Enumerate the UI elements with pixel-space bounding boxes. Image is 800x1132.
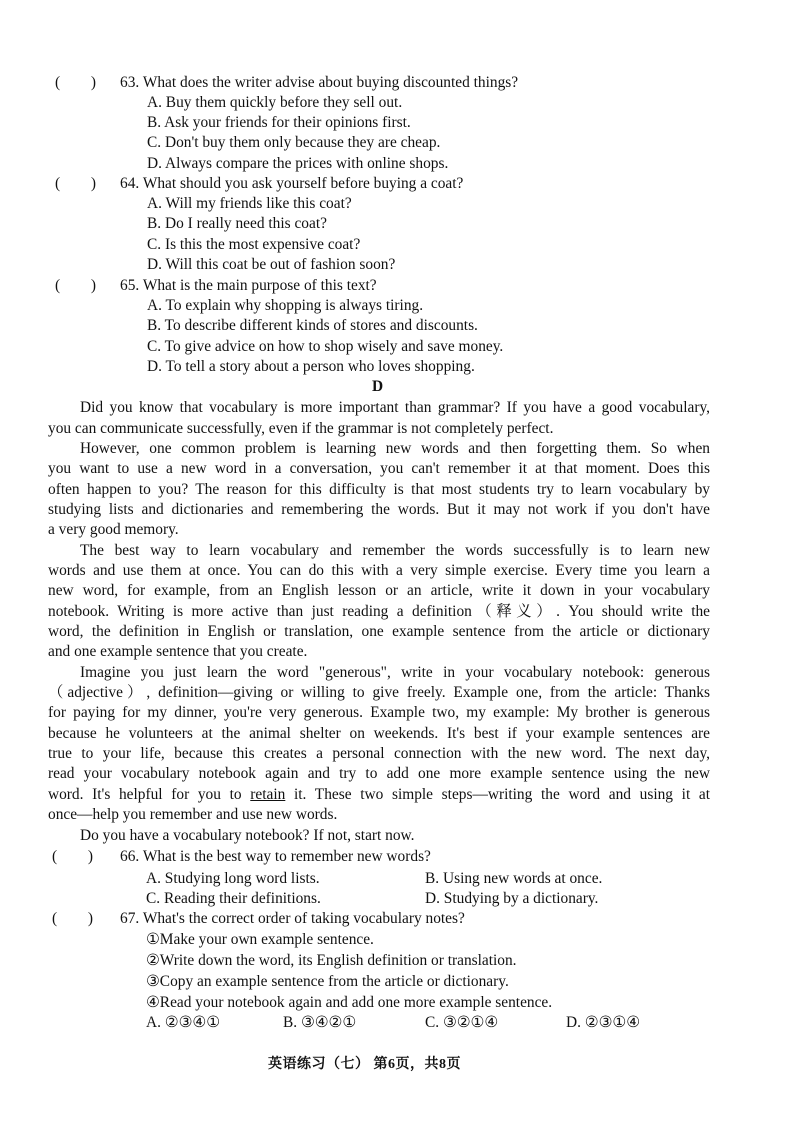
passage-line-17: because he volunteers at the animal shelter on weekends. It's best if your example sentences are: [48, 725, 710, 742]
q67-step-3: ③Copy an example sentence from the article or dictionary.: [146, 973, 509, 990]
passage-line-15: （adjective）, definition—giving or willing to give freely. Example one, from the article: Thanks: [48, 684, 710, 701]
passage-line-22: Do you have a vocabulary notebook? If not, start now.: [80, 827, 415, 844]
passage-line-12: word, the definition in English or translation, one example sentence from the article or dictionary: [48, 623, 710, 640]
answer-blank-66[interactable]: ( ): [52, 848, 94, 865]
answer-blank-64[interactable]: ( ): [55, 175, 97, 192]
passage-line-3: However, one common problem is learning new words and then forgetting them. So when: [80, 440, 710, 457]
q65-option-b: B. To describe different kinds of stores and discounts.: [147, 317, 478, 334]
q67-step-4: ④Read your notebook again and add one more example sentence.: [146, 994, 553, 1011]
question-65-stem: 65. What is the main purpose of this text?: [120, 277, 377, 294]
passage-line-13: and one example sentence that you create.: [48, 643, 308, 660]
passage-line-4: you want to use a new word in a conversation, you can't remember it at that moment. Does this: [48, 460, 710, 477]
q67-option-a: A. ②③④①: [146, 1014, 220, 1031]
passage-line-9: words and use them at once. You can do this with a very simple exercise. Every time you learn a: [48, 562, 710, 579]
q64-option-b: B. Do I really need this coat?: [147, 215, 327, 232]
question-67-stem: 67. What's the correct order of taking vocabulary notes?: [120, 910, 465, 927]
answer-blank-67[interactable]: ( ): [52, 910, 94, 927]
q67-option-b: B. ③④②①: [283, 1014, 357, 1031]
question-64-stem: 64. What should you ask yourself before buying a coat?: [120, 175, 464, 192]
passage-line-21: once—help you remember and use new words.: [48, 806, 338, 823]
question-63-stem: 63. What does the writer advise about buying discounted things?: [120, 74, 519, 91]
q65-option-a: A. To explain why shopping is always tiring.: [147, 297, 424, 314]
q64-option-a: A. Will my friends like this coat?: [147, 195, 352, 212]
answer-blank-65[interactable]: ( ): [55, 277, 97, 294]
passage-line-7: a very good memory.: [48, 521, 179, 538]
passage-line-19: read your vocabulary notebook again and try to add one more example sentence using the new: [48, 765, 710, 782]
passage-line-8: The best way to learn vocabulary and remember the words successfully is to learn new: [80, 542, 710, 559]
q67-step-2: ②Write down the word, its English definition or translation.: [146, 952, 517, 969]
passage-line-1: Did you know that vocabulary is more important than grammar? If you have a good vocabulary,: [80, 399, 710, 416]
underlined-word-retain: retain: [250, 786, 286, 803]
q67-option-c: C. ③②①④: [425, 1014, 499, 1031]
passage-line-11: notebook. Writing is more active than just reading a definition（释义）. You should write the: [48, 603, 710, 620]
passage-line-6: studying lists and dictionaries and remembering the words. But it may not work if you don't have: [48, 501, 710, 518]
section-d-heading: D: [372, 378, 384, 395]
q66-option-c: C. Reading their definitions.: [146, 890, 321, 907]
q66-option-d: D. Studying by a dictionary.: [425, 890, 599, 907]
q67-option-d: D. ②③①④: [566, 1014, 640, 1031]
q67-step-1: ①Make your own example sentence.: [146, 931, 374, 948]
q63-option-d: D. Always compare the prices with online shops.: [147, 155, 449, 172]
passage-line-5: often happen to you? The reason for this difficulty is that most students try to learn vocabulary by: [48, 481, 710, 498]
passage-line-14: Imagine you just learn the word "generous", write in your vocabulary notebook: generous: [80, 664, 710, 681]
question-66-stem: 66. What is the best way to remember new words?: [120, 848, 431, 865]
passage-line-10: new word, for example, from an English lesson or an article, write it down in your vocabulary: [48, 582, 710, 599]
q63-option-c: C. Don't buy them only because they are cheap.: [147, 134, 441, 151]
q63-option-a: A. Buy them quickly before they sell out.: [147, 94, 403, 111]
q64-option-d: D. Will this coat be out of fashion soon?: [147, 256, 396, 273]
q65-option-d: D. To tell a story about a person who loves shopping.: [147, 358, 475, 375]
q66-option-a: A. Studying long word lists.: [146, 870, 320, 887]
q63-option-b: B. Ask your friends for their opinions first.: [147, 114, 411, 131]
passage-line-16: for paying for my dinner, you're very generous. Example two, my example: My brother is generous: [48, 704, 710, 721]
passage-line-18: true to your life, because this creates a personal connection with the new word. The next day,: [48, 745, 710, 762]
q65-option-c: C. To give advice on how to shop wisely and save money.: [147, 338, 504, 355]
q66-option-b: B. Using new words at once.: [425, 870, 603, 887]
passage-line-2: you can communicate successfully, even if the grammar is not completely perfect.: [48, 420, 554, 437]
answer-blank-63[interactable]: ( ): [55, 74, 97, 91]
passage-line-20: word. It's helpful for you to retain it. These two simple steps—writing the word and using it at: [48, 786, 711, 803]
q64-option-c: C. Is this the most expensive coat?: [147, 236, 361, 253]
page-footer: 英语练习（七） 第6页，共8页: [268, 1057, 461, 1072]
